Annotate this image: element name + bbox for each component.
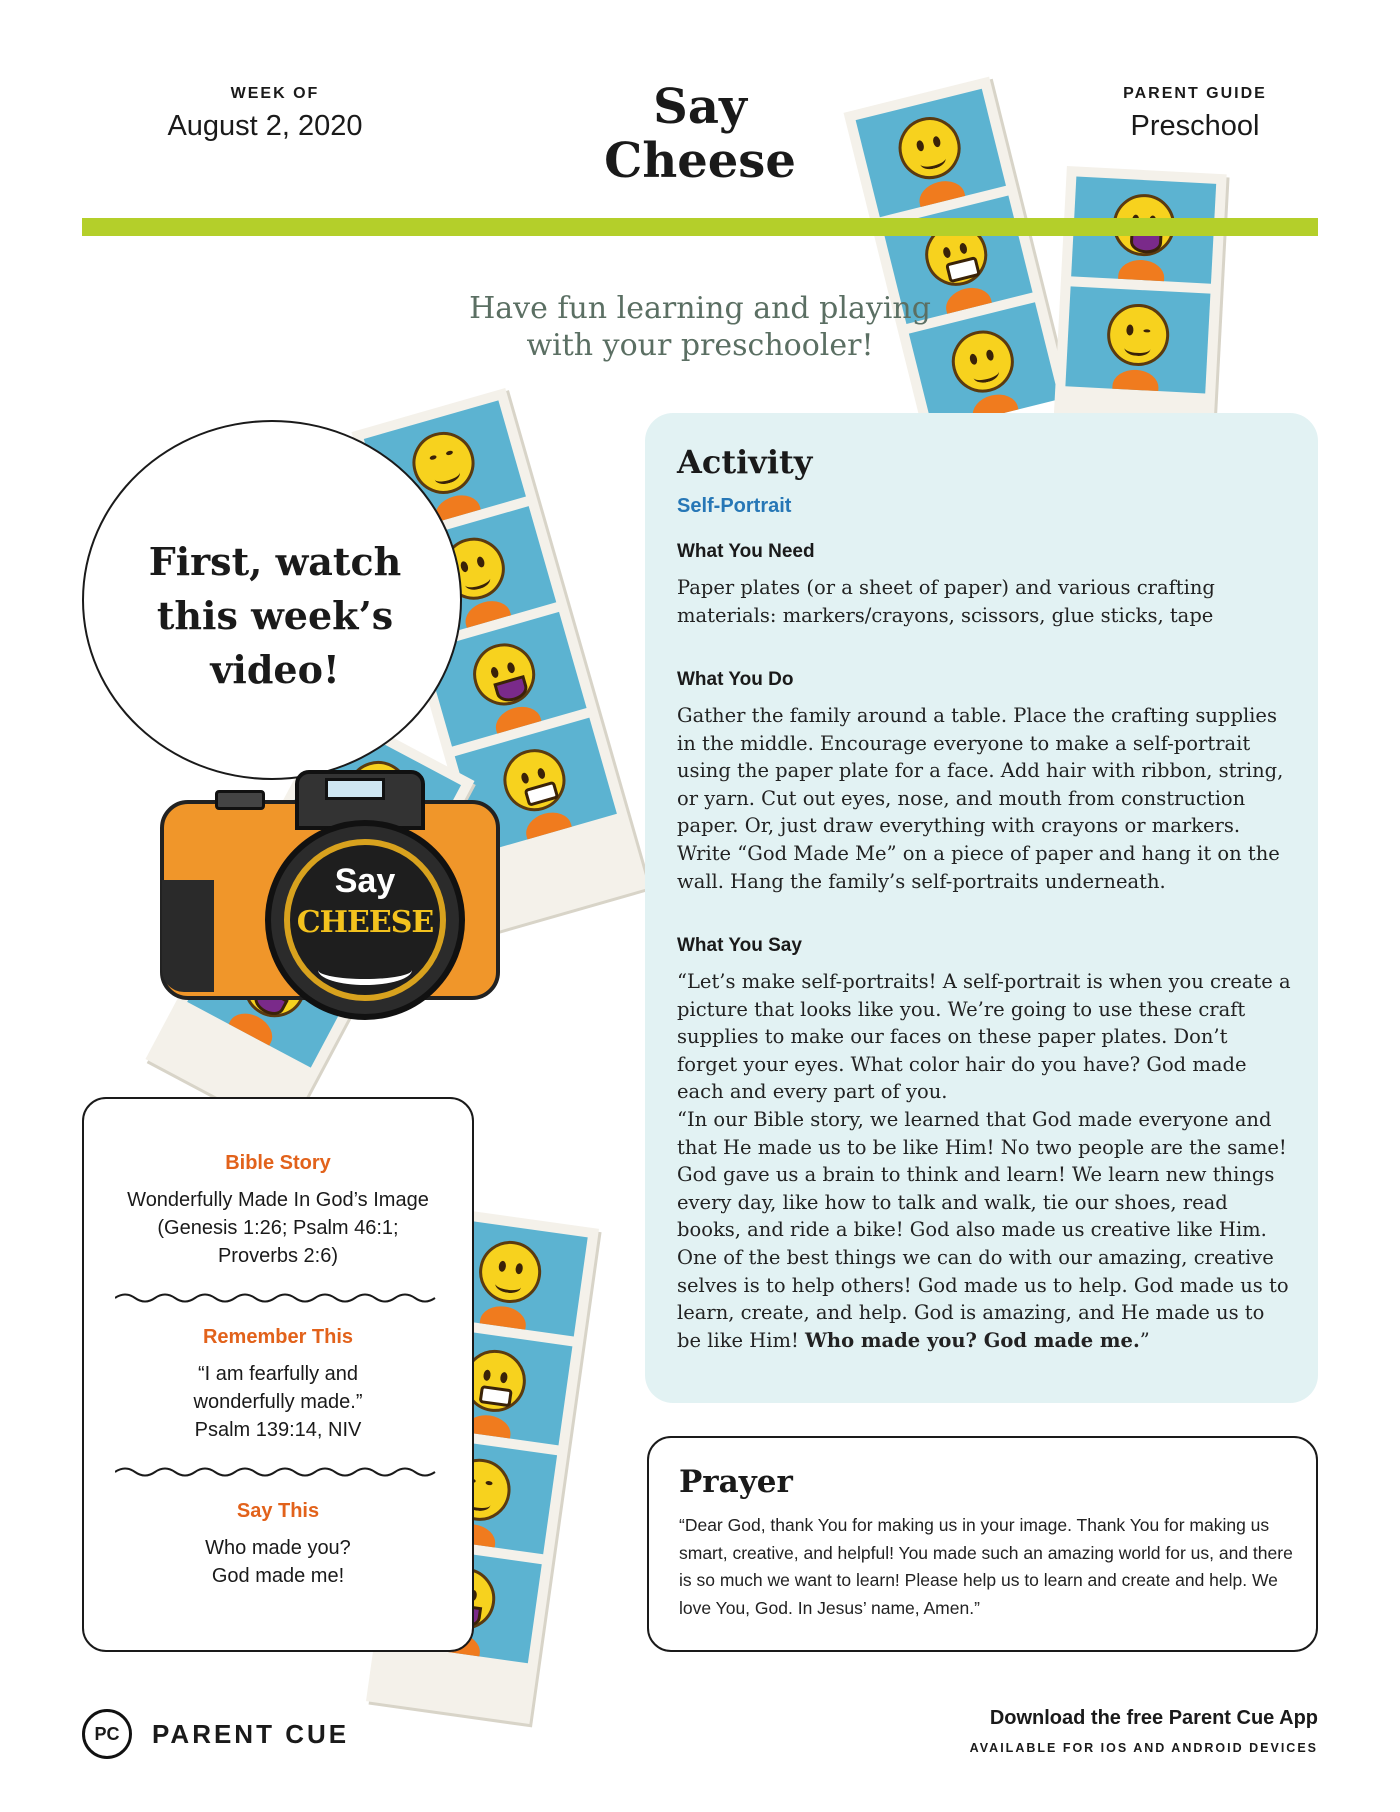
parent-cue-logo-icon: PC xyxy=(82,1709,132,1759)
say-text-2-body: “In our Bible story, we learned that God made everyone and that He made us to be like Him! No two people are the same! God gave us a brain to think and learn! We learn new things every day, like how to talk and walk, tie our shoes, read books, and ride a bike! God also made us creative like Him. One of the best things we can do with our amazing, creative selves is to help others! God made us to help. God made us to learn, create, and help. God is amazing, and He made us to be like Him! xyxy=(677,1108,1289,1352)
what-you-need-text: Paper plates (or a sheet of paper) and various crafting materials: markers/crayons, scissors, glue sticks, tape xyxy=(677,576,1215,627)
emoji-frame xyxy=(856,89,1006,217)
tagline-line-1: Have fun learning and playing xyxy=(469,291,931,326)
bubble-line-3: video! xyxy=(210,647,340,692)
lens-say-text: Say xyxy=(334,862,396,900)
what-you-need-heading: What You Need xyxy=(677,541,815,562)
what-you-say-text-2 xyxy=(677,1106,1292,1354)
wavy-divider xyxy=(115,1291,441,1305)
accent-bar xyxy=(82,218,1318,236)
emoji-frame xyxy=(1065,286,1210,393)
what-you-say-heading: What You Say xyxy=(677,935,802,956)
lens-smile xyxy=(318,955,412,985)
tagline-line-2: with your preschooler! xyxy=(526,328,874,363)
parent-cue-logo-text: PARENT CUE xyxy=(152,1719,350,1749)
prayer-text: “Dear God, thank You for making us in your image. Thank You for making us smart, creative, and helpful! You made such an amazing world for us, and there is so much we want to learn! Please help us to learn and create and help. We love You, God. In Jesus’ name, Amen.” xyxy=(679,1515,1293,1618)
camera-shutter xyxy=(215,790,265,810)
camera-viewfinder xyxy=(325,778,385,800)
bubble-line-1: First, watch xyxy=(148,539,402,584)
activity-title: Activity xyxy=(677,443,813,481)
wavy-divider xyxy=(115,1465,441,1479)
tagline xyxy=(430,290,970,364)
remember-line-2: wonderfully made.” xyxy=(193,1391,363,1413)
guide-age: Preschool xyxy=(1130,110,1260,142)
page-title xyxy=(540,80,860,188)
say-this-line-2: God made me! xyxy=(211,1565,345,1587)
remember-this-heading: Remember This xyxy=(202,1326,354,1348)
say-this-line-1: Who made you? xyxy=(205,1537,351,1559)
title-line-1: Say xyxy=(653,79,747,135)
say-this-text xyxy=(82,1534,474,1590)
guide-label: PARENT GUIDE xyxy=(1123,85,1267,102)
bible-story-line-3: Proverbs 2:6) xyxy=(217,1245,339,1267)
title-line-2: Cheese xyxy=(604,133,796,189)
say-text-2-end: ” xyxy=(1139,1328,1150,1352)
what-you-do-heading: What You Do xyxy=(677,669,794,690)
lens-cheese-text: CHEESE xyxy=(296,905,434,940)
prayer-title: Prayer xyxy=(679,1464,793,1500)
bubble-line-2: this week’s xyxy=(156,593,394,638)
watch-video-prompt xyxy=(130,535,420,697)
what-you-say-text-1: “Let’s make self-portraits! A self-portrait is when you create a picture that looks like you. We’re going to use these craft supplies to make our faces on these paper plates. Don’t forget your eyes. What color hair do you have? God made each and every part of you. xyxy=(677,970,1291,1104)
photo-strip-top-b xyxy=(1053,166,1226,434)
app-availability-line: AVAILABLE FOR IOS AND ANDROID DEVICES xyxy=(969,1741,1318,1755)
bible-story-line-1: Wonderfully Made In God’s Image xyxy=(127,1189,429,1211)
bible-story-line-2: (Genesis 1:26; Psalm 46:1; xyxy=(157,1217,399,1239)
week-label: WEEK OF xyxy=(230,85,320,102)
remember-line-1: “I am fearfully and xyxy=(197,1363,359,1385)
remember-line-3: Psalm 139:14, NIV xyxy=(194,1419,362,1441)
bible-story-text xyxy=(82,1186,474,1270)
what-you-do-text: Gather the family around a table. Place the crafting supplies in the middle. Encourage everyone to make a self-portrait using the paper plate for a face. Add hair with ribbon, string, or yarn. Cut out eyes, nose, and mouth from construction paper. Or, just draw everything with crayons or markers. Write “God Made Me” on a piece of paper and hang it on the wall. Hang the family’s self-portraits underneath. xyxy=(677,704,1284,893)
camera-grip xyxy=(162,880,214,992)
activity-subtitle: Self-Portrait xyxy=(677,495,792,517)
week-date: August 2, 2020 xyxy=(167,110,363,142)
remember-this-text xyxy=(82,1360,474,1444)
say-text-2-bold: Who made you? God made me. xyxy=(805,1328,1140,1352)
say-this-heading: Say This xyxy=(236,1500,320,1522)
app-download-line: Download the free Parent Cue App xyxy=(989,1707,1318,1729)
photo-strip-top-a xyxy=(844,77,1067,424)
bible-story-heading: Bible Story xyxy=(225,1152,331,1174)
